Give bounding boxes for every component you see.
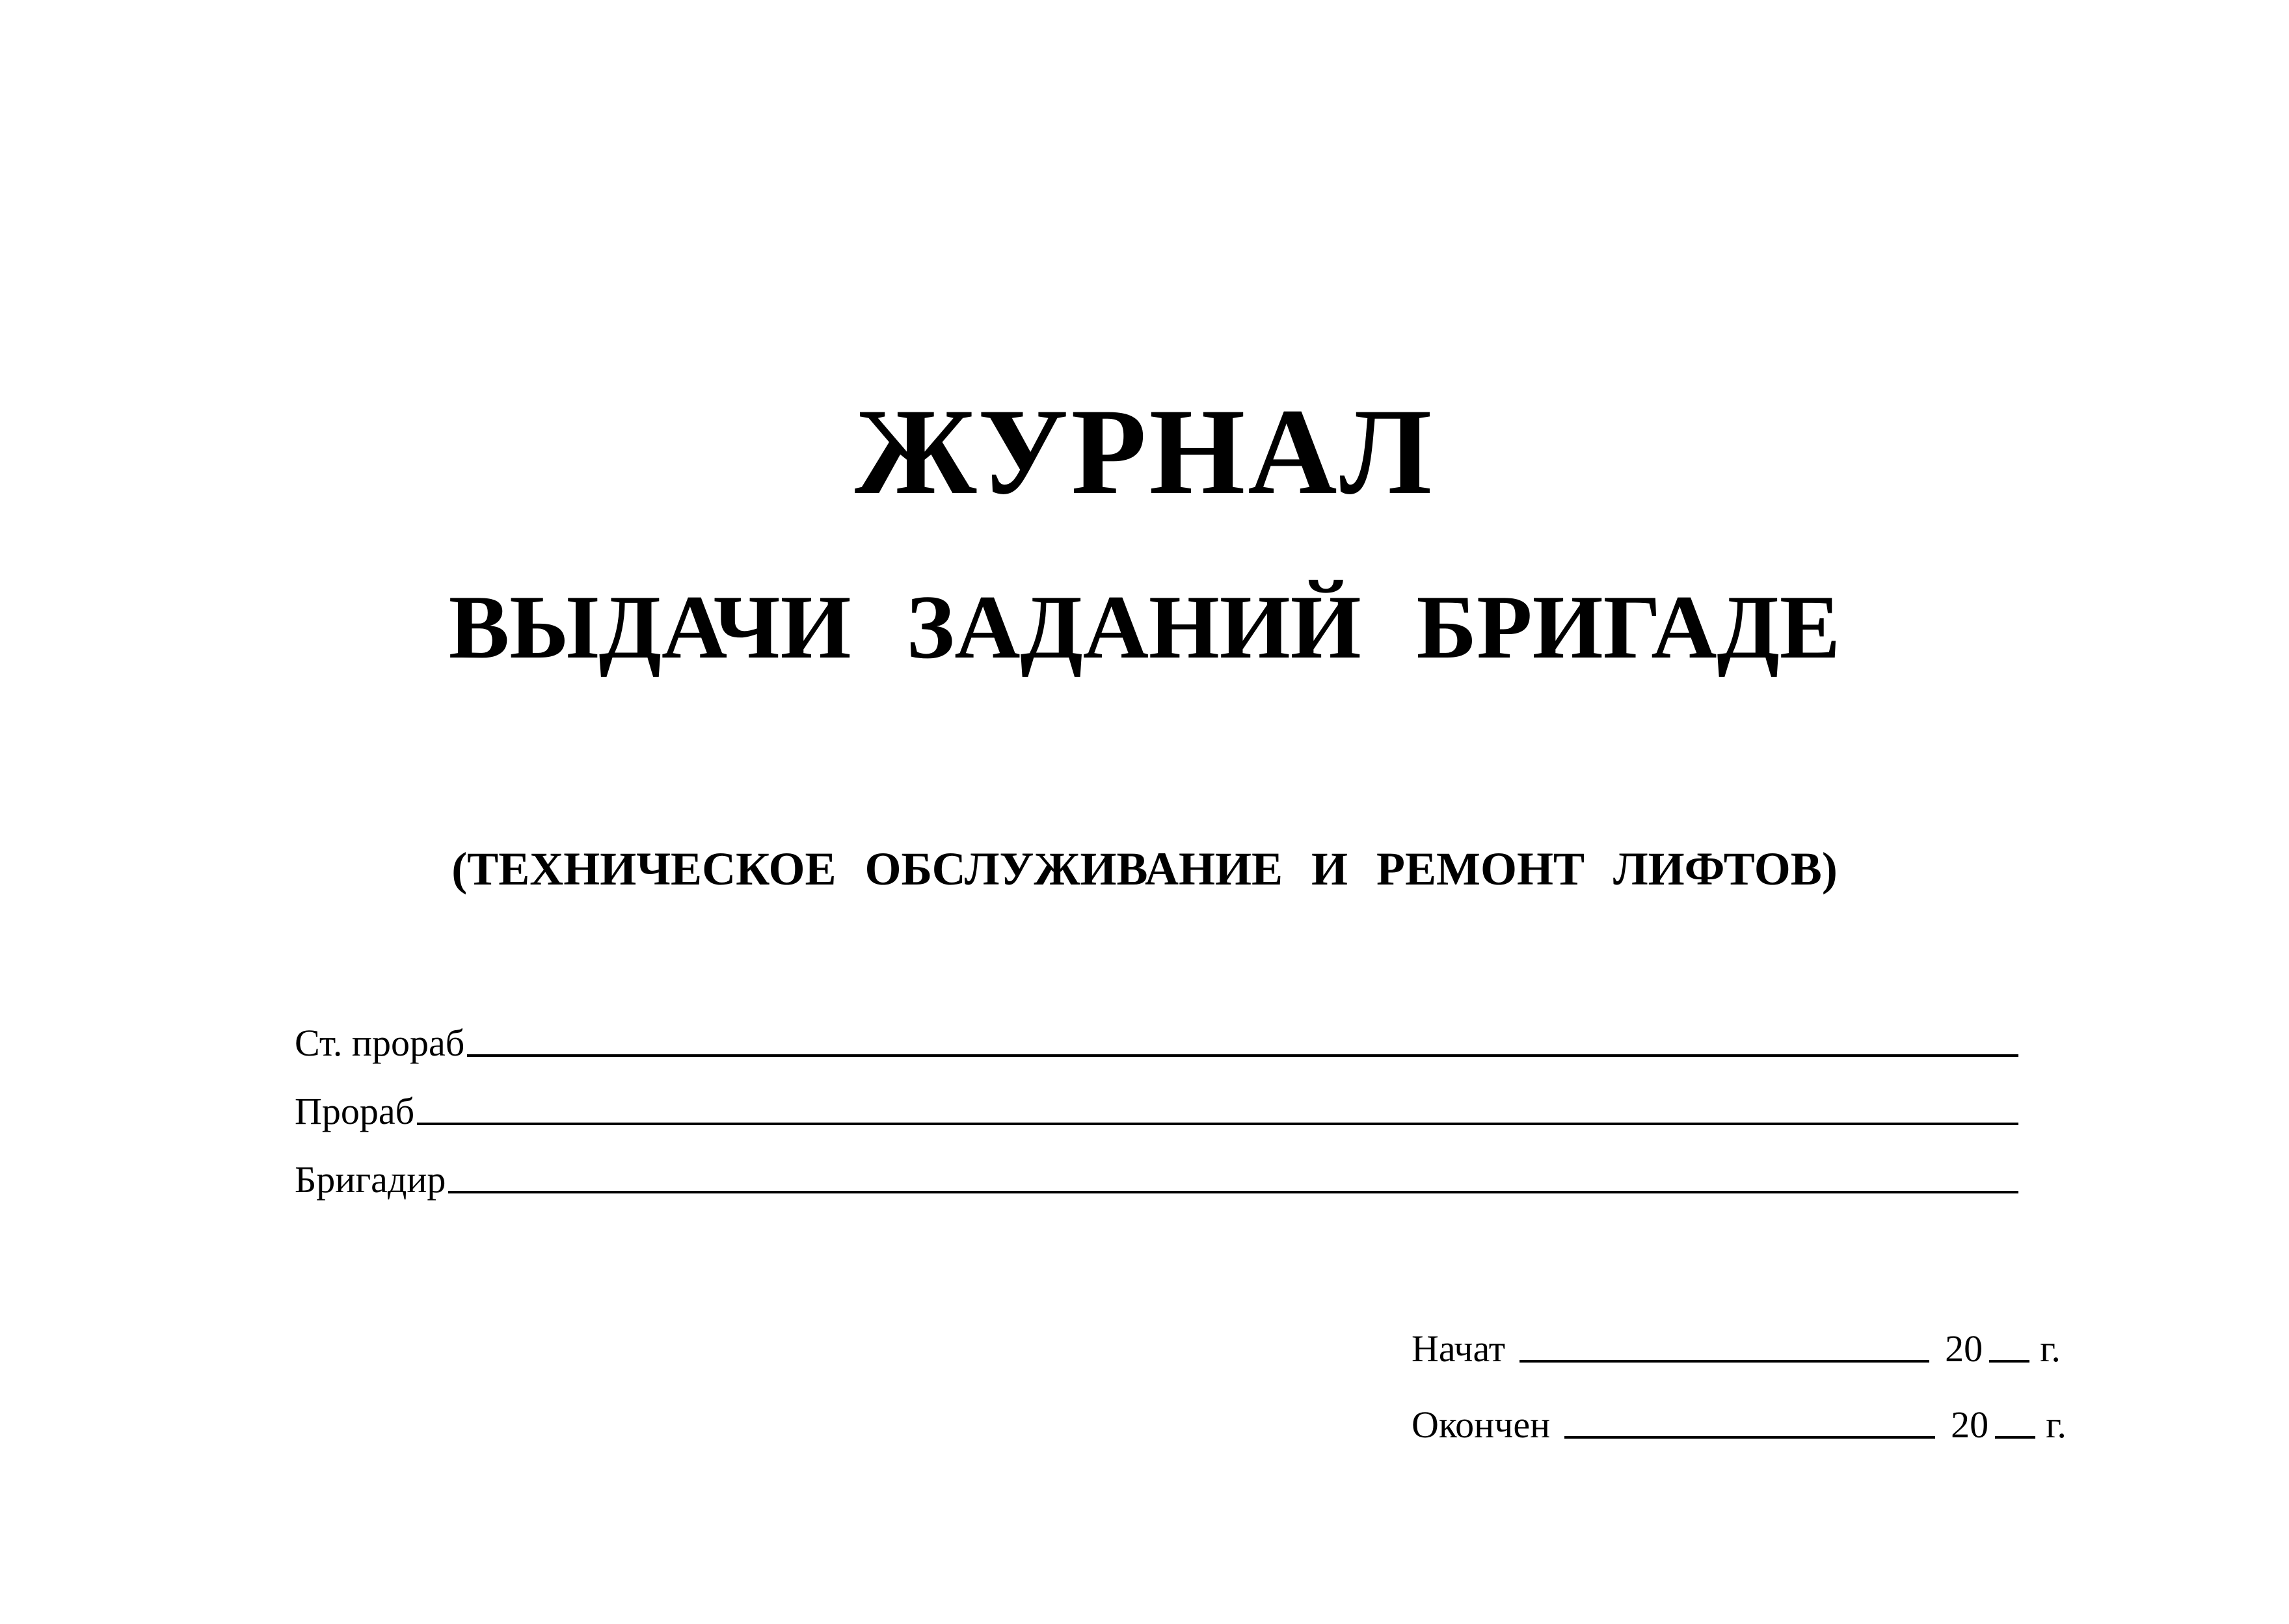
senior-foreman-field bbox=[295, 1024, 2018, 1062]
finished-date-blank-line bbox=[1564, 1436, 1935, 1439]
finished-year-prefix: 20 bbox=[1951, 1404, 1989, 1446]
finished-date-field bbox=[1412, 1406, 2067, 1444]
team-leader-label: Бригадир bbox=[295, 1158, 446, 1201]
senior-foreman-blank-line bbox=[467, 1054, 2018, 1057]
team-leader-field bbox=[295, 1158, 2018, 1201]
team-leader-blank-line bbox=[448, 1191, 2018, 1193]
journal-subtitle: ВЫДАЧИ ЗАДАНИЙ БРИГАДЕ bbox=[448, 577, 1841, 678]
started-date-field bbox=[1412, 1327, 2061, 1370]
started-year-prefix: 20 bbox=[1945, 1327, 1983, 1370]
started-year-blank-line bbox=[1989, 1360, 2029, 1363]
journal-scope-note: (ТЕХНИЧЕСКОЕ ОБСЛУЖИВАНИЕ И РЕМОНТ ЛИФТОВ) bbox=[451, 843, 1838, 895]
finished-year-blank-line bbox=[1995, 1436, 2035, 1439]
finished-label: Окончен bbox=[1412, 1404, 1551, 1446]
started-year-suffix: г. bbox=[2040, 1327, 2061, 1370]
finished-year-suffix: г. bbox=[2046, 1404, 2067, 1446]
started-label: Начат bbox=[1412, 1327, 1506, 1370]
foreman-label: Прораб bbox=[295, 1090, 415, 1132]
foreman-field bbox=[295, 1090, 2018, 1132]
started-date-blank-line bbox=[1519, 1360, 1929, 1363]
foreman-blank-line bbox=[417, 1123, 2018, 1125]
journal-title: ЖУРНАЛ bbox=[854, 384, 1435, 520]
senior-foreman-label: Ст. прораб bbox=[295, 1022, 465, 1064]
